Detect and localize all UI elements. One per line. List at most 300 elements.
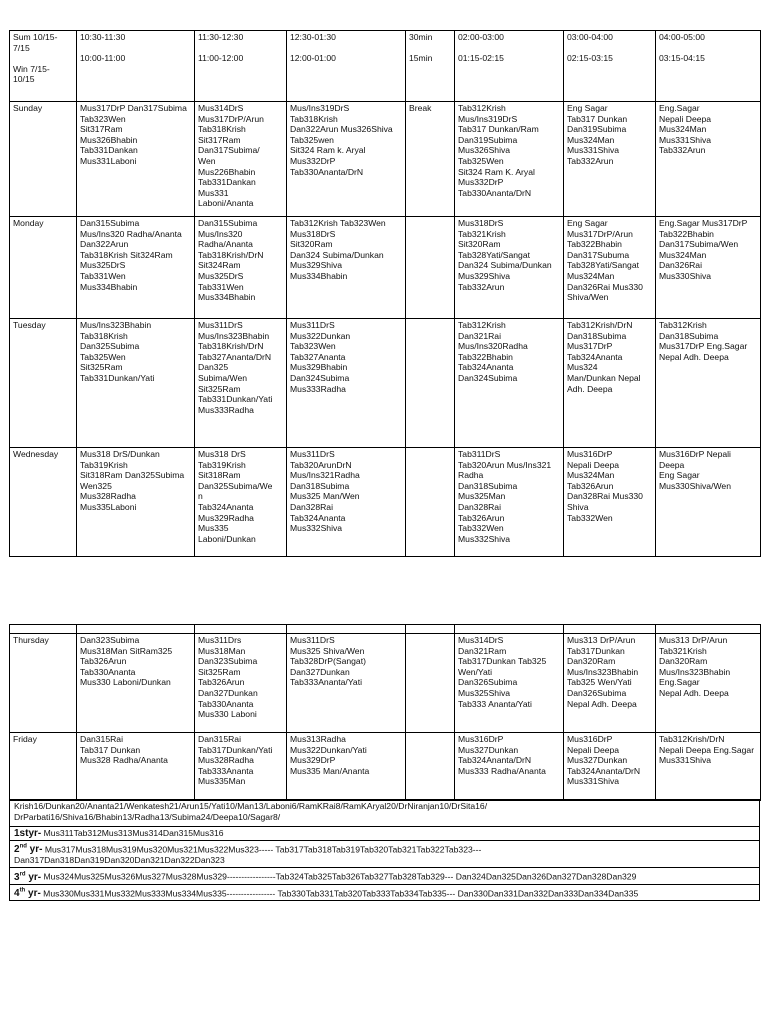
class-entry: Wen325 <box>80 480 112 491</box>
class-entry: Laboni/Ananta <box>198 198 254 209</box>
class-entry: Mus313 DrP/Arun <box>567 635 636 645</box>
class-entry: Tab321Krish <box>458 228 506 239</box>
class-entry: Sit325Ram <box>198 666 241 677</box>
class-entry: Mus332Shiva <box>290 523 343 534</box>
class-entry: Tab331Dankan <box>80 145 138 156</box>
class-entry: Mus317DrP Dan317Subima <box>80 103 187 113</box>
class-entry: Tab331Wen <box>198 281 244 292</box>
class-entry: Sit324 Ram k. Aryal <box>290 145 366 156</box>
class-entry: Mus333Radha <box>198 404 254 415</box>
class-entry: Tab324Ananta/DrN <box>458 755 532 766</box>
class-entry: Tab328Yati/Sangat <box>458 249 530 260</box>
class-entry: Tab317Dunkan Tab325 <box>458 656 547 667</box>
class-entry: Mus325 Man/Wen <box>290 491 360 502</box>
class-entry: Dan317Subima/ <box>198 145 260 156</box>
class-entry: Tab324Ananta <box>567 351 623 362</box>
class-entry: Tab330Ananta <box>198 698 254 709</box>
class-entry: Tab317 Dunkan <box>567 113 628 124</box>
schedule-cell <box>564 217 656 319</box>
class-entry: Mus326Shiva <box>458 145 511 156</box>
class-entry: Radha <box>458 470 484 481</box>
season-line <box>13 53 73 64</box>
schedule-cell <box>656 733 761 801</box>
class-entry: Mus333Radha <box>290 383 346 394</box>
class-entry: Mus/Ins323Bhabin <box>567 666 639 677</box>
class-entry: Mus325 Shiva/Wen <box>290 645 365 656</box>
class-entry: Mus316DrP <box>458 734 504 744</box>
class-entry: Eng.Sagar Mus317DrP <box>659 218 748 228</box>
class-entry: Tab312Krish <box>659 320 707 330</box>
class-entry: Tab317Dunkan/Yati <box>198 744 273 755</box>
class-entry: Tab330Ananta/DrN <box>290 166 364 177</box>
schedule-cell <box>406 319 455 448</box>
class-entry: Mus326Bhabin <box>80 134 138 145</box>
class-entry: Break <box>409 103 432 113</box>
slot-header-1: 10:30-11:30 10:00-11:00 <box>77 31 195 102</box>
schedule-cell <box>195 634 287 733</box>
schedule-cell <box>564 733 656 801</box>
class-entry: Sit320Ram <box>458 239 501 250</box>
class-entry: Dan319Subima <box>458 134 518 145</box>
class-entry: Dan326Subima <box>567 687 627 698</box>
class-entry: Tab333Ananta/Yati <box>290 677 362 688</box>
class-entry: Tab317 Dunkan <box>80 744 141 755</box>
class-entry: Tab312Krish <box>458 320 506 330</box>
class-entry: Mus334Bhabin <box>198 292 256 303</box>
slot-header-6: 04:00-05:00 03:15-04:15 <box>656 31 761 102</box>
schedule-cell <box>564 319 656 448</box>
class-entry: Tab324Ananta <box>290 512 346 523</box>
class-entry: Eng.Sagar <box>659 103 700 113</box>
class-entry: Tab319Krish <box>198 459 246 470</box>
class-entry: Adh. Deepa <box>567 383 613 394</box>
class-entry: Mus325Man <box>458 491 506 502</box>
class-entry: Mus332DrP <box>290 155 336 166</box>
schedule-cell <box>455 217 564 319</box>
class-entry: Dan323Subima <box>198 656 258 667</box>
class-entry: Tab331Dunkan/Yati <box>198 394 273 405</box>
class-entry: Tab323Wen <box>80 113 126 124</box>
schedule-cell <box>656 102 761 217</box>
class-entry: Tab327Ananta/DrN <box>198 351 272 362</box>
class-entry: Shiva <box>567 501 589 512</box>
year-row-3: 3rd yr- Mus324Mus325Mus326Mus327Mus328Mus329-----------------Tab324Tab325Tab326Tab327Tab328Tab329--- Dan324Dan325Dan326Dan327Dan328Dan329 <box>10 868 760 884</box>
class-entry: Mus317DrP <box>567 341 613 352</box>
class-entry: Mus/Ins320Radha <box>458 341 528 352</box>
class-entry: Tab331Wen <box>80 270 126 281</box>
schedule-cell <box>656 448 761 557</box>
class-entry: Sit324 Ram K. Aryal <box>458 166 535 177</box>
class-entry: Mus335Laboni <box>80 501 137 512</box>
class-entry: Tab333Ananta <box>198 765 254 776</box>
class-entry: Dan324 Subima/Dunkan <box>290 249 384 260</box>
class-entry: Dan328Rai <box>458 501 501 512</box>
class-entry: Mus317DrP/Arun <box>198 113 264 124</box>
schedule-cell <box>195 319 287 448</box>
class-entry: Mus/Ins320 Radha/Ananta <box>80 228 182 239</box>
class-entry: Mus334Bhabin <box>80 281 138 292</box>
class-entry: Dan324Subima <box>458 372 518 383</box>
year-row-2: 2nd yr- Mus317Mus318Mus319Mus320Mus321Mus322Mus323----- Tab317Tab318Tab319Tab320Tab321Tab322Tab323--- Dan317Dan318Dan319Dan320Dan321Dan322Dan323 <box>10 841 760 868</box>
slot-header-5: 03:00-04:00 02:15-03:15 <box>564 31 656 102</box>
schedule-cell <box>287 448 406 557</box>
schedule-cell <box>195 448 287 557</box>
schedule-cell <box>406 217 455 319</box>
day-row-tuesday <box>10 319 761 448</box>
class-entry: Dan326Rai <box>659 260 702 271</box>
class-entry: Tab311DrS <box>458 449 501 459</box>
class-entry: Radha/Ananta <box>198 239 253 250</box>
class-entry: Tab324Ananta <box>458 362 514 373</box>
schedule-cell <box>195 733 287 801</box>
class-entry: Dan325 <box>198 362 229 373</box>
schedule-cell <box>77 319 195 448</box>
class-entry: Mus/Ins323Bhabin <box>198 330 270 341</box>
class-entry: Mus329DrP <box>290 755 336 766</box>
class-entry: Mus318Man <box>198 645 246 656</box>
class-entry: Nepali Deepa Eng.Sagar <box>659 744 755 755</box>
class-entry: Mus335 <box>198 523 229 534</box>
class-entry: Dan320Ram <box>659 656 708 667</box>
class-entry: Tab328Yati/Sangat <box>567 260 639 271</box>
class-entry: Mus329Radha <box>198 512 254 523</box>
class-entry: Mus325DrS <box>80 260 126 271</box>
class-entry: Subima/Wen <box>198 372 248 383</box>
class-entry: Mus226Bhabin <box>198 166 256 177</box>
class-entry: Tab321Krish <box>659 645 707 656</box>
class-entry: Dan328Rai Mus330 <box>567 491 643 502</box>
schedule-cell <box>455 733 564 801</box>
schedule-cell <box>656 217 761 319</box>
schedule-cell <box>195 217 287 319</box>
class-entry: Mus325DrS <box>198 270 244 281</box>
class-entry: Tab318Krish Sit324Ram <box>80 249 173 260</box>
class-entry: Mus327Dunkan <box>458 744 519 755</box>
class-entry: Dan326Subima <box>458 677 518 688</box>
class-entry: Mus318 DrS <box>198 449 246 459</box>
class-entry: Sit318Ram <box>198 470 241 481</box>
class-entry: Tab328DrP(Sangat) <box>290 656 366 667</box>
schedule-table-top <box>9 30 761 557</box>
schedule-cell <box>406 634 455 733</box>
class-entry: Tab330Ananta <box>80 666 136 677</box>
schedule-cell <box>564 102 656 217</box>
class-entry: Mus/Ins319DrS <box>458 113 518 124</box>
class-entry: Mus334Bhabin <box>290 270 348 281</box>
class-entry: Deepa <box>659 459 685 470</box>
class-entry: Eng Sagar <box>567 218 608 228</box>
class-entry: Tab312Krish/DrN <box>659 734 725 744</box>
class-entry: Mus/Ins323Bhabin <box>659 666 731 677</box>
class-entry: Tab312Krish/DrN <box>567 320 633 330</box>
season-cell <box>10 31 77 102</box>
class-entry: Mus325Shiva <box>458 687 511 698</box>
day-row-monday <box>10 217 761 319</box>
class-entry: Shiva/Wen <box>567 292 609 303</box>
class-entry: Tab317 Dunkan/Ram <box>458 124 539 135</box>
class-entry: Mus313 DrP/Arun <box>659 635 728 645</box>
class-entry: Nepal Adh. Deepa <box>659 687 729 698</box>
class-entry: Mus331Shiva <box>567 776 620 787</box>
schedule-cell <box>455 102 564 217</box>
class-entry: Eng Sagar <box>567 103 608 113</box>
class-entry: Dan315Rai <box>198 734 241 744</box>
class-entry: Dan318Subima <box>290 480 350 491</box>
class-entry: Mus316DrP <box>567 449 613 459</box>
class-entry: Tab333 Ananta/Yati <box>458 698 532 709</box>
class-entry: Tab332Arun <box>458 281 505 292</box>
class-entry: Dan322Arun <box>80 239 129 250</box>
class-entry: Sit318Ram Dan325Subima <box>80 470 185 481</box>
class-entry: Mus330Shiva <box>659 270 712 281</box>
schedule-cell <box>656 634 761 733</box>
class-entry: Mus316DrP <box>567 734 613 744</box>
class-entry: Mus316DrP Nepali <box>659 449 731 459</box>
class-entry: Tab324Ananta <box>198 501 254 512</box>
class-entry: Mus330Shiva/Wen <box>659 480 731 491</box>
class-entry: Dan324Subima <box>290 372 350 383</box>
season-line: Sum 10/15- <box>13 32 58 42</box>
class-entry: Mus324Man <box>659 124 707 135</box>
schedule-cell <box>455 634 564 733</box>
class-entry: Tab312Krish <box>458 103 506 113</box>
class-entry: Mus317DrP Eng.Sagar <box>659 341 748 352</box>
schedule-cell <box>287 733 406 801</box>
schedule-table-bottom <box>9 624 761 801</box>
class-entry: Dan315Rai <box>80 734 123 744</box>
class-entry: Dan328Rai <box>290 501 333 512</box>
class-entry: Mus329Bhabin <box>290 362 348 373</box>
season-line: Win 7/15- <box>13 63 50 74</box>
schedule-cell <box>77 448 195 557</box>
class-entry: Mus333 Radha/Ananta <box>458 765 546 776</box>
schedule-cell <box>564 634 656 733</box>
class-entry: Mus318 DrS/Dunkan <box>80 449 160 459</box>
class-entry: Mus311DrS <box>290 320 335 330</box>
class-entry: Eng Sagar <box>659 470 700 481</box>
schedule-cell <box>455 319 564 448</box>
class-entry: Dan327Dunkan <box>198 687 258 698</box>
class-entry: Sit325Ram <box>198 383 241 394</box>
class-entry: Dan321Ram <box>458 645 507 656</box>
year-row-1: 1styr- Mus311Tab312Mus313Mus314Dan315Mus316 <box>10 827 760 841</box>
schedule-cell <box>564 448 656 557</box>
class-entry: Laboni/Dunkan <box>198 533 256 544</box>
class-entry: Nepal Adh. Deepa <box>659 351 729 362</box>
class-entry: Tab325 Wen/Yati <box>567 677 632 688</box>
class-entry: Mus330 Laboni/Dunkan <box>80 677 171 688</box>
slot-header-2: 11:30-12:30 11:00-12:00 <box>195 31 287 102</box>
class-entry: Mus329Shiva <box>290 260 343 271</box>
schedule-cell <box>287 217 406 319</box>
class-entry: Mus311Drs <box>198 635 242 645</box>
class-entry: Mus322Dunkan/Yati <box>290 744 367 755</box>
class-entry: Tab323Wen <box>290 341 336 352</box>
season-line: 10/15 <box>13 74 35 85</box>
class-entry: Dan325Subima/We <box>198 480 273 491</box>
class-entry: Dan319Subima <box>567 124 627 135</box>
class-entry: Dan322Arun Mus326Shiva <box>290 124 393 135</box>
class-entry: Tab326Arun <box>458 512 505 523</box>
class-entry: Tab326Arun <box>567 480 614 491</box>
schedule-cell <box>77 217 195 319</box>
class-entry: Mus311DrS <box>290 635 335 645</box>
class-entry: Tab322Bhabin <box>659 228 714 239</box>
class-entry: Dan318Subima <box>567 330 627 341</box>
class-entry: Mus324Man <box>567 270 615 281</box>
teacher-load-cell: Krish16/Dunkan20/Ananta21/Wenkatesh21/Arun15/Yati10/Man13/Laboni6/RamKRai8/RamKAryal20/DrNiranjan10/DrSita16/ DrParbati16/Shiva16/Bhabin13/Radha13/Subima24/Deepa10/Sagar8/ <box>10 800 760 827</box>
class-entry: Tab318Krish/DrN <box>198 249 264 260</box>
schedule-cell <box>195 102 287 217</box>
schedule-cell <box>287 634 406 733</box>
class-entry: Tab312Krish Tab323Wen <box>290 218 386 228</box>
class-entry: Mus/Ins323Bhabin <box>80 320 152 330</box>
class-entry: Dan317Subima/Wen <box>659 239 739 250</box>
class-entry: Tab331Dankan <box>198 177 256 188</box>
class-entry: Dan321Rai <box>458 330 501 341</box>
class-entry: Mus314DrS <box>198 103 244 113</box>
class-entry: Man/Dunkan Nepal <box>567 372 641 383</box>
blank-row <box>10 625 761 634</box>
schedule-cell <box>455 448 564 557</box>
day-row-wednesday <box>10 448 761 557</box>
class-entry: Mus329Shiva <box>458 270 511 281</box>
class-entry: Mus328 Radha/Ananta <box>80 755 168 766</box>
class-entry: Tab322Bhabin <box>567 239 622 250</box>
class-entry: Mus/Ins320 <box>198 228 243 239</box>
class-entry: Dan315Subima <box>80 218 140 228</box>
class-entry: Eng.Sagar <box>659 677 700 688</box>
class-entry: Mus331Shiva <box>659 134 712 145</box>
class-entry: Dan325Subima <box>80 341 140 352</box>
class-entry: Tab320Arun Mus/Ins321 <box>458 459 552 470</box>
class-entry: Mus324 <box>567 362 598 373</box>
schedule-cell <box>406 448 455 557</box>
class-entry: Dan318Subima <box>458 480 518 491</box>
day-row-thursday <box>10 634 761 733</box>
class-entry: Mus335Man <box>198 776 246 787</box>
class-entry: Tab330Ananta/DrN <box>458 187 532 198</box>
day-row-sunday <box>10 102 761 217</box>
class-entry: Nepali Deepa <box>567 459 620 470</box>
season-line: 7/15 <box>13 42 30 53</box>
schedule-cell <box>656 319 761 448</box>
slot-header-3: 12:30-01:30 12:00-01:00 <box>287 31 406 102</box>
day-label: Friday <box>10 733 77 801</box>
class-entry: Wen/Yati <box>458 666 493 677</box>
class-entry: Sit324Ram <box>198 260 241 271</box>
class-entry: Mus311DrS <box>290 449 335 459</box>
class-entry: Sit317Ram <box>80 124 123 135</box>
class-entry: Mus328Radha <box>80 491 136 502</box>
class-entry: Tab325Wen <box>458 155 504 166</box>
class-entry: Mus311DrS <box>198 320 243 330</box>
teacher-load-row <box>10 800 760 827</box>
class-entry: Dan324 Subima/Dunkan <box>458 260 552 271</box>
class-entry: Tab324Ananta/DrN <box>567 765 641 776</box>
class-entry: Mus313Radha <box>290 734 346 744</box>
class-entry: Mus332DrP <box>458 177 504 188</box>
day-row-friday <box>10 733 761 801</box>
class-entry: Tab326Arun <box>198 677 245 688</box>
class-entry: Tab318Krish/DrN <box>198 341 264 352</box>
class-entry: Mus331Shiva <box>659 755 712 766</box>
class-entry: Tab317Dunkan <box>567 645 625 656</box>
schedule-cell <box>287 319 406 448</box>
class-entry: n <box>198 491 203 502</box>
class-entry: Tab327Ananta <box>290 351 346 362</box>
header-row <box>10 31 761 102</box>
class-entry: Dan323Subima <box>80 635 140 645</box>
legend-table <box>9 799 760 901</box>
class-entry: Tab318Krish <box>80 330 128 341</box>
class-entry: Mus318DrS <box>458 218 504 228</box>
class-entry: Tab332Arun <box>659 145 706 156</box>
class-entry: Tab318Krish <box>198 124 246 135</box>
class-entry: Tab320ArunDrN <box>290 459 352 470</box>
class-entry: Nepali Deepa <box>659 113 712 124</box>
class-entry: Sit325Ram <box>80 362 123 373</box>
class-entry: Sit320Ram <box>290 239 333 250</box>
schedule-cell <box>406 733 455 801</box>
class-entry: Mus318Man SitRam325 <box>80 645 173 656</box>
class-entry: Dan326Rai Mus330 <box>567 281 643 292</box>
class-entry: Wen <box>198 155 216 166</box>
class-entry: Mus327Dunkan <box>567 755 628 766</box>
year-row-4: 4th yr- Mus330Mus331Mus332Mus333Mus334Mus335----------------- Tab330Tab331Tab320Tab333Tab334Tab335--- Dan330Dan331Dan332Dan333Dan334Dan335 <box>10 884 760 900</box>
schedule-cell <box>77 733 195 801</box>
day-label: Monday <box>10 217 77 319</box>
class-entry: Dan318Subima <box>659 330 719 341</box>
class-entry: Dan317Subuma <box>567 249 630 260</box>
class-entry: Mus318DrS <box>290 228 336 239</box>
class-entry: Tab332Wen <box>458 523 504 534</box>
class-entry: Mus/Ins319DrS <box>290 103 350 113</box>
day-label: Tuesday <box>10 319 77 448</box>
class-entry: Tab326Arun <box>80 656 127 667</box>
class-entry: Nepal Adh. Deepa <box>567 698 637 709</box>
class-entry: Mus328Radha <box>198 755 254 766</box>
schedule-cell <box>77 102 195 217</box>
slot-header-break: 30min 15min <box>406 31 455 102</box>
class-entry: Mus335 Man/Ananta <box>290 765 370 776</box>
class-entry: Mus332Shiva <box>458 533 511 544</box>
class-entry: Mus322Dunkan <box>290 330 351 341</box>
day-label: Sunday <box>10 102 77 217</box>
day-label: Thursday <box>10 634 77 733</box>
class-entry: Mus330 Laboni <box>198 709 257 720</box>
schedule-cell <box>406 102 455 217</box>
class-entry: Dan327Dunkan <box>290 666 350 677</box>
class-entry: Mus331Laboni <box>80 155 137 166</box>
class-entry: Mus317DrP/Arun <box>567 228 633 239</box>
class-entry: Tab318Krish <box>290 113 338 124</box>
class-entry: Mus/Ins321Radha <box>290 470 360 481</box>
class-entry: Dan320Ram <box>567 656 616 667</box>
class-entry: Tab325Wen <box>80 351 126 362</box>
class-entry: Tab319Krish <box>80 459 128 470</box>
class-entry: Sit317Ram <box>198 134 241 145</box>
day-label: Wednesday <box>10 448 77 557</box>
class-entry: Tab331Dunkan/Yati <box>80 372 155 383</box>
class-entry: Mus324Man <box>659 249 707 260</box>
class-entry: Tab322Bhabin <box>458 351 513 362</box>
class-entry: Mus331Shiva <box>567 145 620 156</box>
class-entry: Mus324Man <box>567 134 615 145</box>
class-entry: Nepali Deepa <box>567 744 620 755</box>
class-entry: Mus314DrS <box>458 635 504 645</box>
class-entry: Mus331 <box>198 187 229 198</box>
